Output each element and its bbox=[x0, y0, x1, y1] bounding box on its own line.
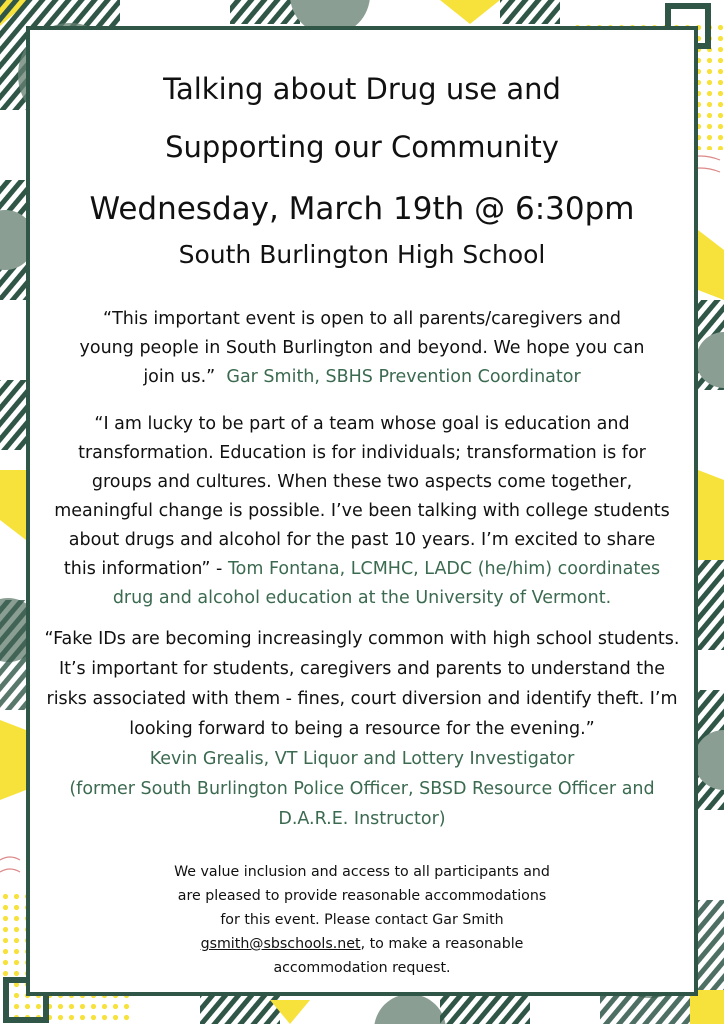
quote-kevin-grealis bbox=[30, 624, 694, 834]
quote-attribution: Kevin Grealis, VT Liquor and Lottery Investigator bbox=[149, 749, 575, 769]
quote-line: transformation. Education is for individuals; transformation is for bbox=[78, 443, 646, 463]
quote-attribution: Gar Smith, SBHS Prevention Coordinator bbox=[226, 367, 581, 387]
quote-line bbox=[30, 555, 694, 584]
notice-line: We value inclusion and access to all participants and bbox=[174, 864, 550, 880]
quote-attribution: D.A.R.E. Instructor) bbox=[278, 809, 446, 829]
quote-line: young people in South Burlington and beyond. We hope you can bbox=[79, 338, 645, 358]
quote-gar-smith bbox=[30, 305, 694, 392]
quote-line: It’s important for students, caregivers and parents to understand the bbox=[58, 659, 666, 679]
contact-email-link[interactable]: gsmith@sbschools.net bbox=[200, 936, 361, 952]
event-location: South Burlington High School bbox=[178, 240, 546, 269]
flyer-content bbox=[30, 30, 694, 992]
title-line-2: Supporting our Community bbox=[165, 130, 559, 164]
quote-line: looking forward to being a resource for the evening.” bbox=[129, 719, 595, 739]
quote-line: about drugs and alcohol for the past 10 years. I’m excited to share bbox=[68, 530, 656, 550]
quote-attribution: (former South Burlington Police Officer, SBSD Resource Officer and bbox=[69, 779, 655, 799]
quote-line: risks associated with them - fines, court diversion and identify theft. I’m bbox=[46, 689, 678, 709]
notice-line: accommodation request. bbox=[273, 960, 451, 976]
event-date-time: Wednesday, March 19th @ 6:30pm bbox=[89, 191, 635, 227]
notice-line bbox=[30, 932, 694, 956]
quote-line: “I am lucky to be part of a team whose goal is education and bbox=[94, 414, 630, 434]
quote-attribution-line-2: drug and alcohol education at the University of Vermont. bbox=[112, 588, 612, 608]
quote-line: “Fake IDs are becoming increasingly common with high school students. bbox=[44, 629, 680, 649]
notice-text: , to make a reasonable bbox=[360, 936, 524, 952]
quote-line bbox=[30, 363, 694, 392]
quote-line: “This important event is open to all parents/caregivers and bbox=[103, 309, 621, 329]
quote-tom-fontana bbox=[30, 410, 694, 613]
quote-attribution: Tom Fontana, LCMHC, LADC (he/him) coordinates bbox=[227, 559, 661, 579]
notice-line: for this event. Please contact Gar Smith bbox=[220, 912, 504, 928]
quote-line-end: this information” - bbox=[63, 559, 223, 579]
title-line-1: Talking about Drug use and bbox=[163, 72, 561, 106]
quote-line: groups and cultures. When these two aspects come together, bbox=[91, 472, 633, 492]
flyer-title bbox=[30, 60, 694, 176]
accessibility-notice bbox=[30, 860, 694, 980]
quote-line-end: join us.” bbox=[143, 367, 216, 387]
quote-line: meaningful change is possible. I’ve been talking with college students bbox=[54, 501, 670, 521]
notice-line: are pleased to provide reasonable accommodations bbox=[177, 888, 547, 904]
